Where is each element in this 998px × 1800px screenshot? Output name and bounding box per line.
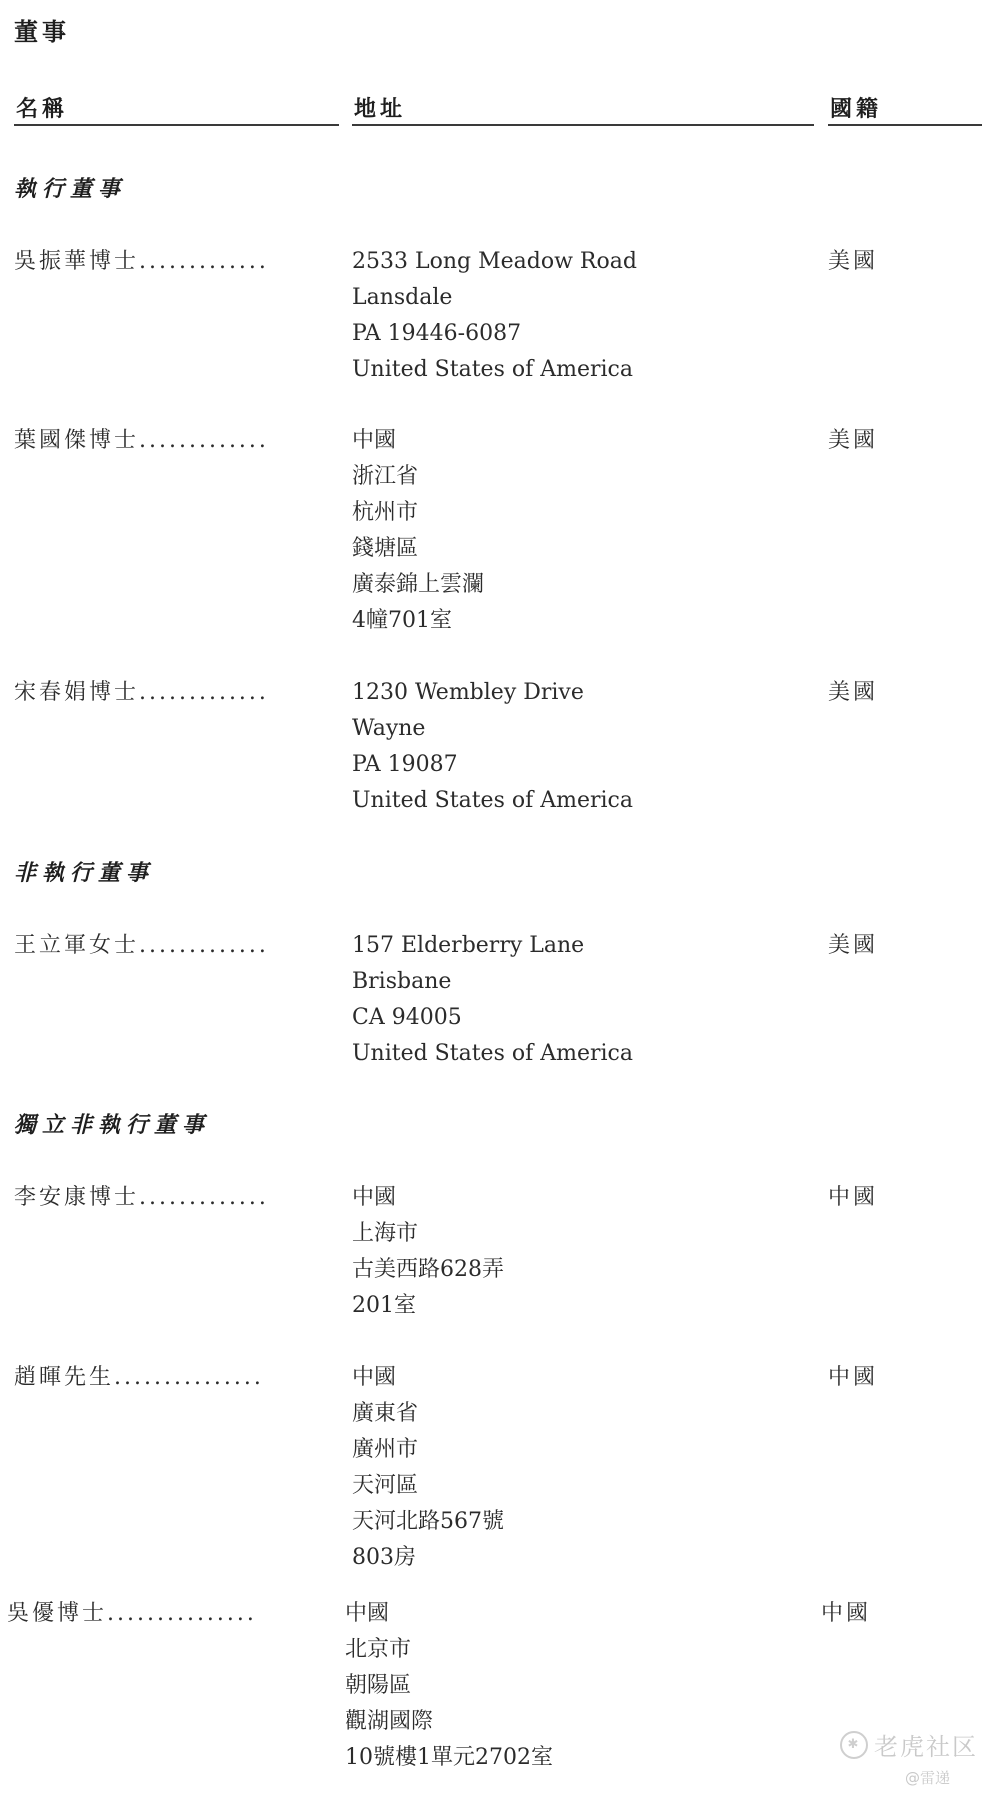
address-line: 157 Elderberry Lane (352, 933, 585, 958)
director-name: 宋春娟博士............. (14, 680, 269, 705)
address-line: PA 19087 (352, 752, 458, 777)
director-name: 王立軍女士............. (14, 933, 269, 958)
address-line: CA 94005 (352, 1005, 462, 1030)
page-heading: 董事 (14, 18, 70, 46)
address-line: 浙江省 (352, 464, 419, 489)
director-address (352, 675, 633, 819)
director-name: 吳優博士............... (7, 1601, 257, 1626)
address-line: 杭州市 (352, 500, 419, 525)
column-header-nationality: 國籍 (828, 92, 982, 126)
director-name: 葉國傑博士............. (14, 428, 269, 453)
address-line: Wayne (352, 716, 426, 741)
director-address (352, 423, 484, 639)
director-address (352, 928, 633, 1072)
watermark (840, 1727, 978, 1762)
address-line: Brisbane (352, 969, 452, 994)
address-line: 1230 Wembley Drive (352, 680, 584, 705)
director-nationality: 中國 (821, 1601, 872, 1626)
director-nationality: 美國 (828, 249, 879, 274)
address-line: 上海市 (352, 1221, 419, 1246)
address-line: 觀湖國際 (345, 1709, 434, 1734)
director-name: 吳振華博士............. (14, 249, 269, 274)
address-line: United States of America (352, 357, 633, 382)
column-header-name: 名稱 (14, 92, 339, 126)
address-line: 2533 Long Meadow Road (352, 249, 637, 274)
director-nationality: 中國 (828, 1185, 879, 1210)
address-line: 錢塘區 (352, 536, 419, 561)
director-address (345, 1596, 553, 1776)
watermark-logo-icon: ✱ (840, 1731, 868, 1759)
director-nationality: 美國 (828, 680, 879, 705)
address-line: 10號樓1單元2702室 (345, 1745, 553, 1770)
address-line: United States of America (352, 1041, 633, 1066)
watermark-text: 老虎社区 (874, 1733, 978, 1761)
watermark-sub: @雷递 (904, 1769, 950, 1787)
address-line: Lansdale (352, 285, 453, 310)
address-line: PA 19446-6087 (352, 321, 522, 346)
section-title-executive: 執行董事 (14, 177, 127, 202)
address-line: 廣泰錦上雲瀾 (352, 572, 485, 597)
address-line: 201室 (352, 1293, 416, 1318)
address-line: 803房 (352, 1545, 416, 1570)
address-line: 古美西路628弄 (352, 1257, 504, 1282)
director-nationality: 美國 (828, 428, 879, 453)
section-title-independent: 獨立非執行董事 (14, 1113, 211, 1138)
address-line: 中國 (352, 1365, 397, 1390)
director-name: 李安康博士............. (14, 1185, 269, 1210)
address-line: 天河區 (352, 1473, 419, 1498)
address-line: 中國 (352, 428, 397, 453)
address-line: 朝陽區 (345, 1673, 412, 1698)
column-header-address: 地址 (352, 92, 814, 126)
director-address (352, 1180, 504, 1324)
address-line: 中國 (352, 1185, 397, 1210)
section-title-non-executive: 非執行董事 (14, 861, 155, 886)
address-line: 廣州市 (352, 1437, 419, 1462)
director-nationality: 中國 (828, 1365, 879, 1390)
director-address (352, 244, 637, 388)
address-line: United States of America (352, 788, 633, 813)
address-line: 天河北路567號 (352, 1509, 504, 1534)
address-line: 廣東省 (352, 1401, 419, 1426)
director-address (352, 1360, 504, 1576)
address-line: 4幢701室 (352, 608, 452, 633)
director-name: 趙暉先生............... (14, 1365, 264, 1390)
address-line: 中國 (345, 1601, 390, 1626)
address-line: 北京市 (345, 1637, 412, 1662)
director-nationality: 美國 (828, 933, 879, 958)
